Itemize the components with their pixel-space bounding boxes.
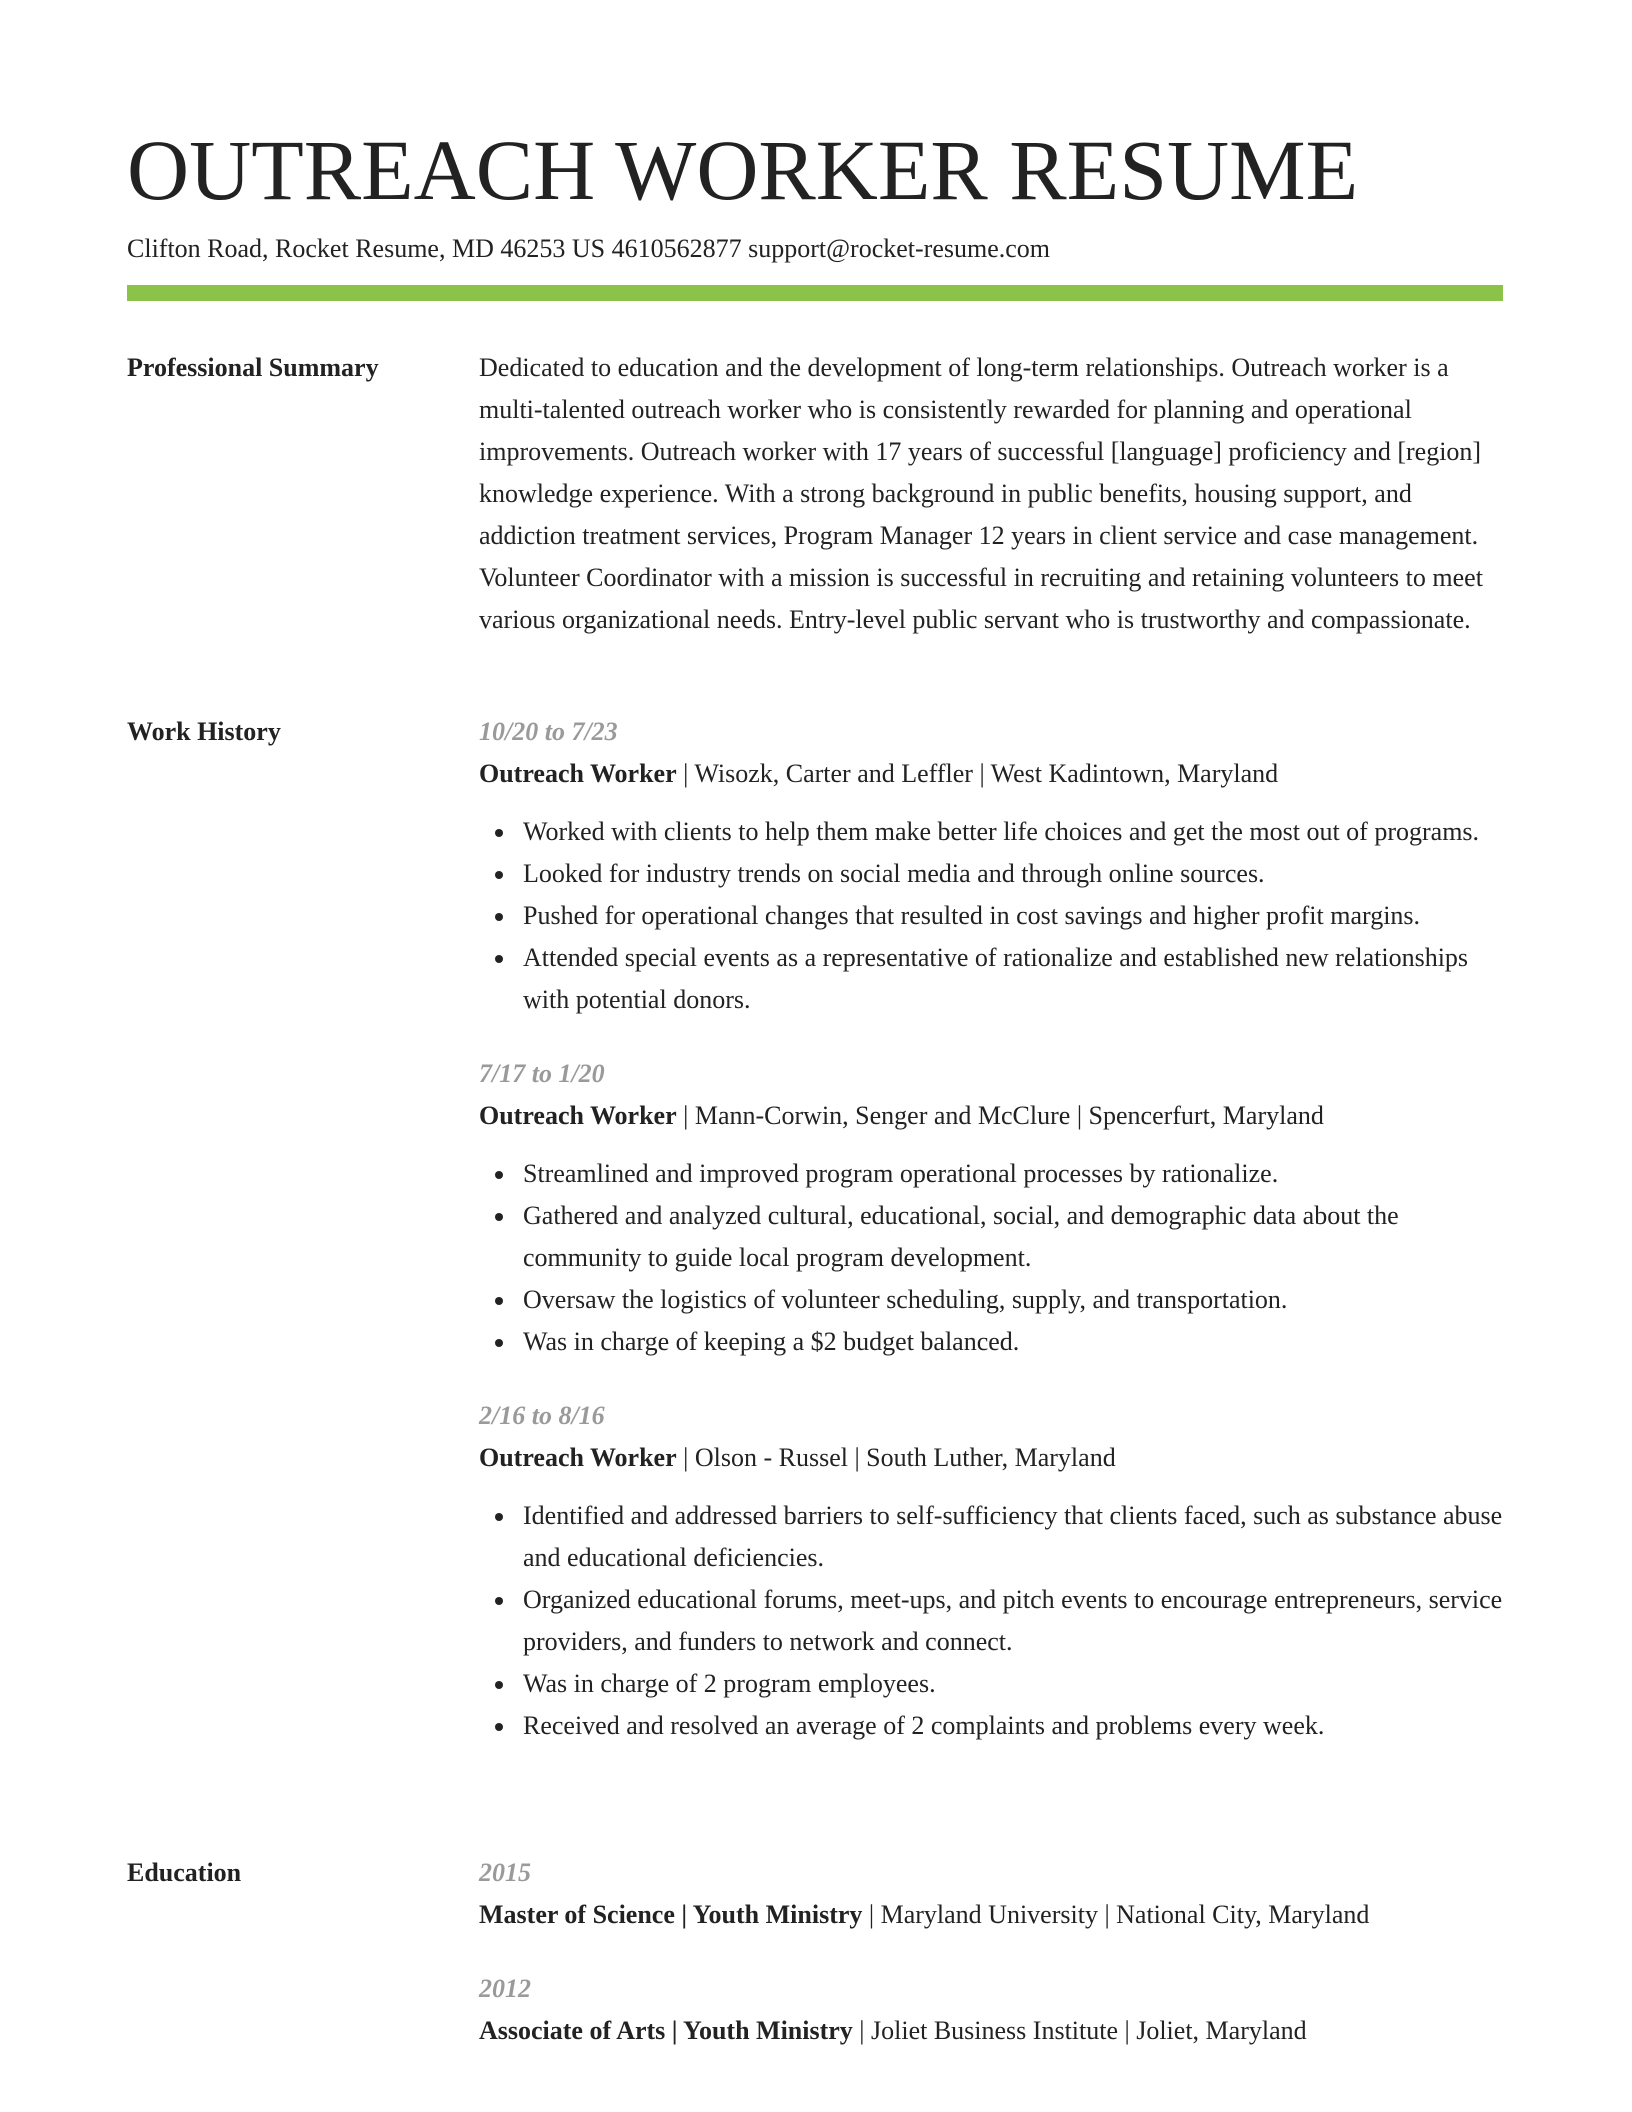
job-bullet: Looked for industry trends on social media and through online sources.: [523, 853, 1503, 895]
job-bullet: Worked with clients to help them make better life choices and get the most out of programs.: [523, 811, 1503, 853]
education-entry: [479, 1852, 1503, 1936]
education-heading: [479, 2010, 1503, 2052]
job-bullet: Organized educational forums, meet-ups, and pitch events to encourage entrepreneurs, service providers, and funders to network and connect.: [523, 1579, 1503, 1663]
job-title: Outreach Worker: [479, 759, 677, 788]
job-heading: [479, 1095, 1503, 1137]
job-bullet: Was in charge of keeping a $2 budget balanced.: [523, 1321, 1503, 1363]
summary-text: Dedicated to education and the development of long-term relationships. Outreach worker is a multi-talented outreach worker who is consistently rewarded for planning and operational improvements. Outreach worker with 17 years of successful [language] proficiency and [region] knowledge experience. With a strong background in public benefits, housing support, and addiction treatment services, Program Manager 12 years in client service and case management. Volunteer Coordinator with a mission is successful in recruiting and retaining volunteers to meet various organizational needs. Entry-level public servant who is trustworthy and compassionate.: [479, 353, 1483, 634]
education-entry: [479, 1968, 1503, 2052]
job-bullets: [479, 1495, 1503, 1747]
job-bullet: Gathered and analyzed cultural, educational, social, and demographic data about the community to guide local program development.: [523, 1195, 1503, 1279]
job-bullet: Received and resolved an average of 2 complaints and problems every week.: [523, 1705, 1503, 1747]
education-details: | Joliet Business Institute | Joliet, Maryland: [852, 2016, 1307, 2045]
section-label-summary: Professional Summary: [127, 353, 379, 382]
education-year: 2012: [479, 1974, 531, 2003]
job-bullets: [479, 1153, 1503, 1363]
section-label-work-history: Work History: [127, 717, 281, 746]
education-heading: [479, 1894, 1503, 1936]
job-heading: [479, 753, 1503, 795]
education-degree: Master of Science | Youth Ministry: [479, 1900, 863, 1929]
section-label-education: Education: [127, 1858, 242, 1887]
education-body: [479, 1852, 1503, 2084]
work-history-body: [479, 711, 1503, 1747]
contact-line: Clifton Road, Rocket Resume, MD 46253 US 4610562877 support@rocket-resume.com: [127, 234, 1050, 263]
job-details: | Wisozk, Carter and Leffler | West Kadintown, Maryland: [676, 759, 1279, 788]
education-year: 2015: [479, 1858, 531, 1887]
job-bullets: [479, 811, 1503, 1021]
job-dates: 10/20 to 7/23: [479, 717, 618, 746]
summary-body: [479, 347, 1503, 641]
job-bullet: Oversaw the logistics of volunteer scheduling, supply, and transportation.: [523, 1279, 1503, 1321]
job-dates: 2/16 to 8/16: [479, 1401, 605, 1430]
job-entry: [479, 711, 1503, 1021]
job-bullet: Pushed for operational changes that resulted in cost savings and higher profit margins.: [523, 895, 1503, 937]
job-details: | Olson - Russel | South Luther, Maryland: [676, 1443, 1116, 1472]
job-heading: [479, 1437, 1503, 1479]
job-dates: 7/17 to 1/20: [479, 1059, 605, 1088]
accent-divider: [127, 285, 1503, 301]
job-details: | Mann-Corwin, Senger and McClure | Spencerfurt, Maryland: [676, 1101, 1324, 1130]
job-title: Outreach Worker: [479, 1443, 677, 1472]
job-entry: [479, 1395, 1503, 1747]
job-entry: [479, 1053, 1503, 1363]
resume-title: OUTREACH WORKER RESUME: [127, 122, 1359, 218]
job-bullet: Identified and addressed barriers to self-sufficiency that clients faced, such as substance abuse and educational deficiencies.: [523, 1495, 1503, 1579]
education-degree: Associate of Arts | Youth Ministry: [479, 2016, 853, 2045]
job-title: Outreach Worker: [479, 1101, 677, 1130]
job-bullet: Attended special events as a representative of rationalize and established new relationships with potential donors.: [523, 937, 1503, 1021]
education-details: | Maryland University | National City, Maryland: [862, 1900, 1370, 1929]
job-bullet: Streamlined and improved program operational processes by rationalize.: [523, 1153, 1503, 1195]
job-bullet: Was in charge of 2 program employees.: [523, 1663, 1503, 1705]
